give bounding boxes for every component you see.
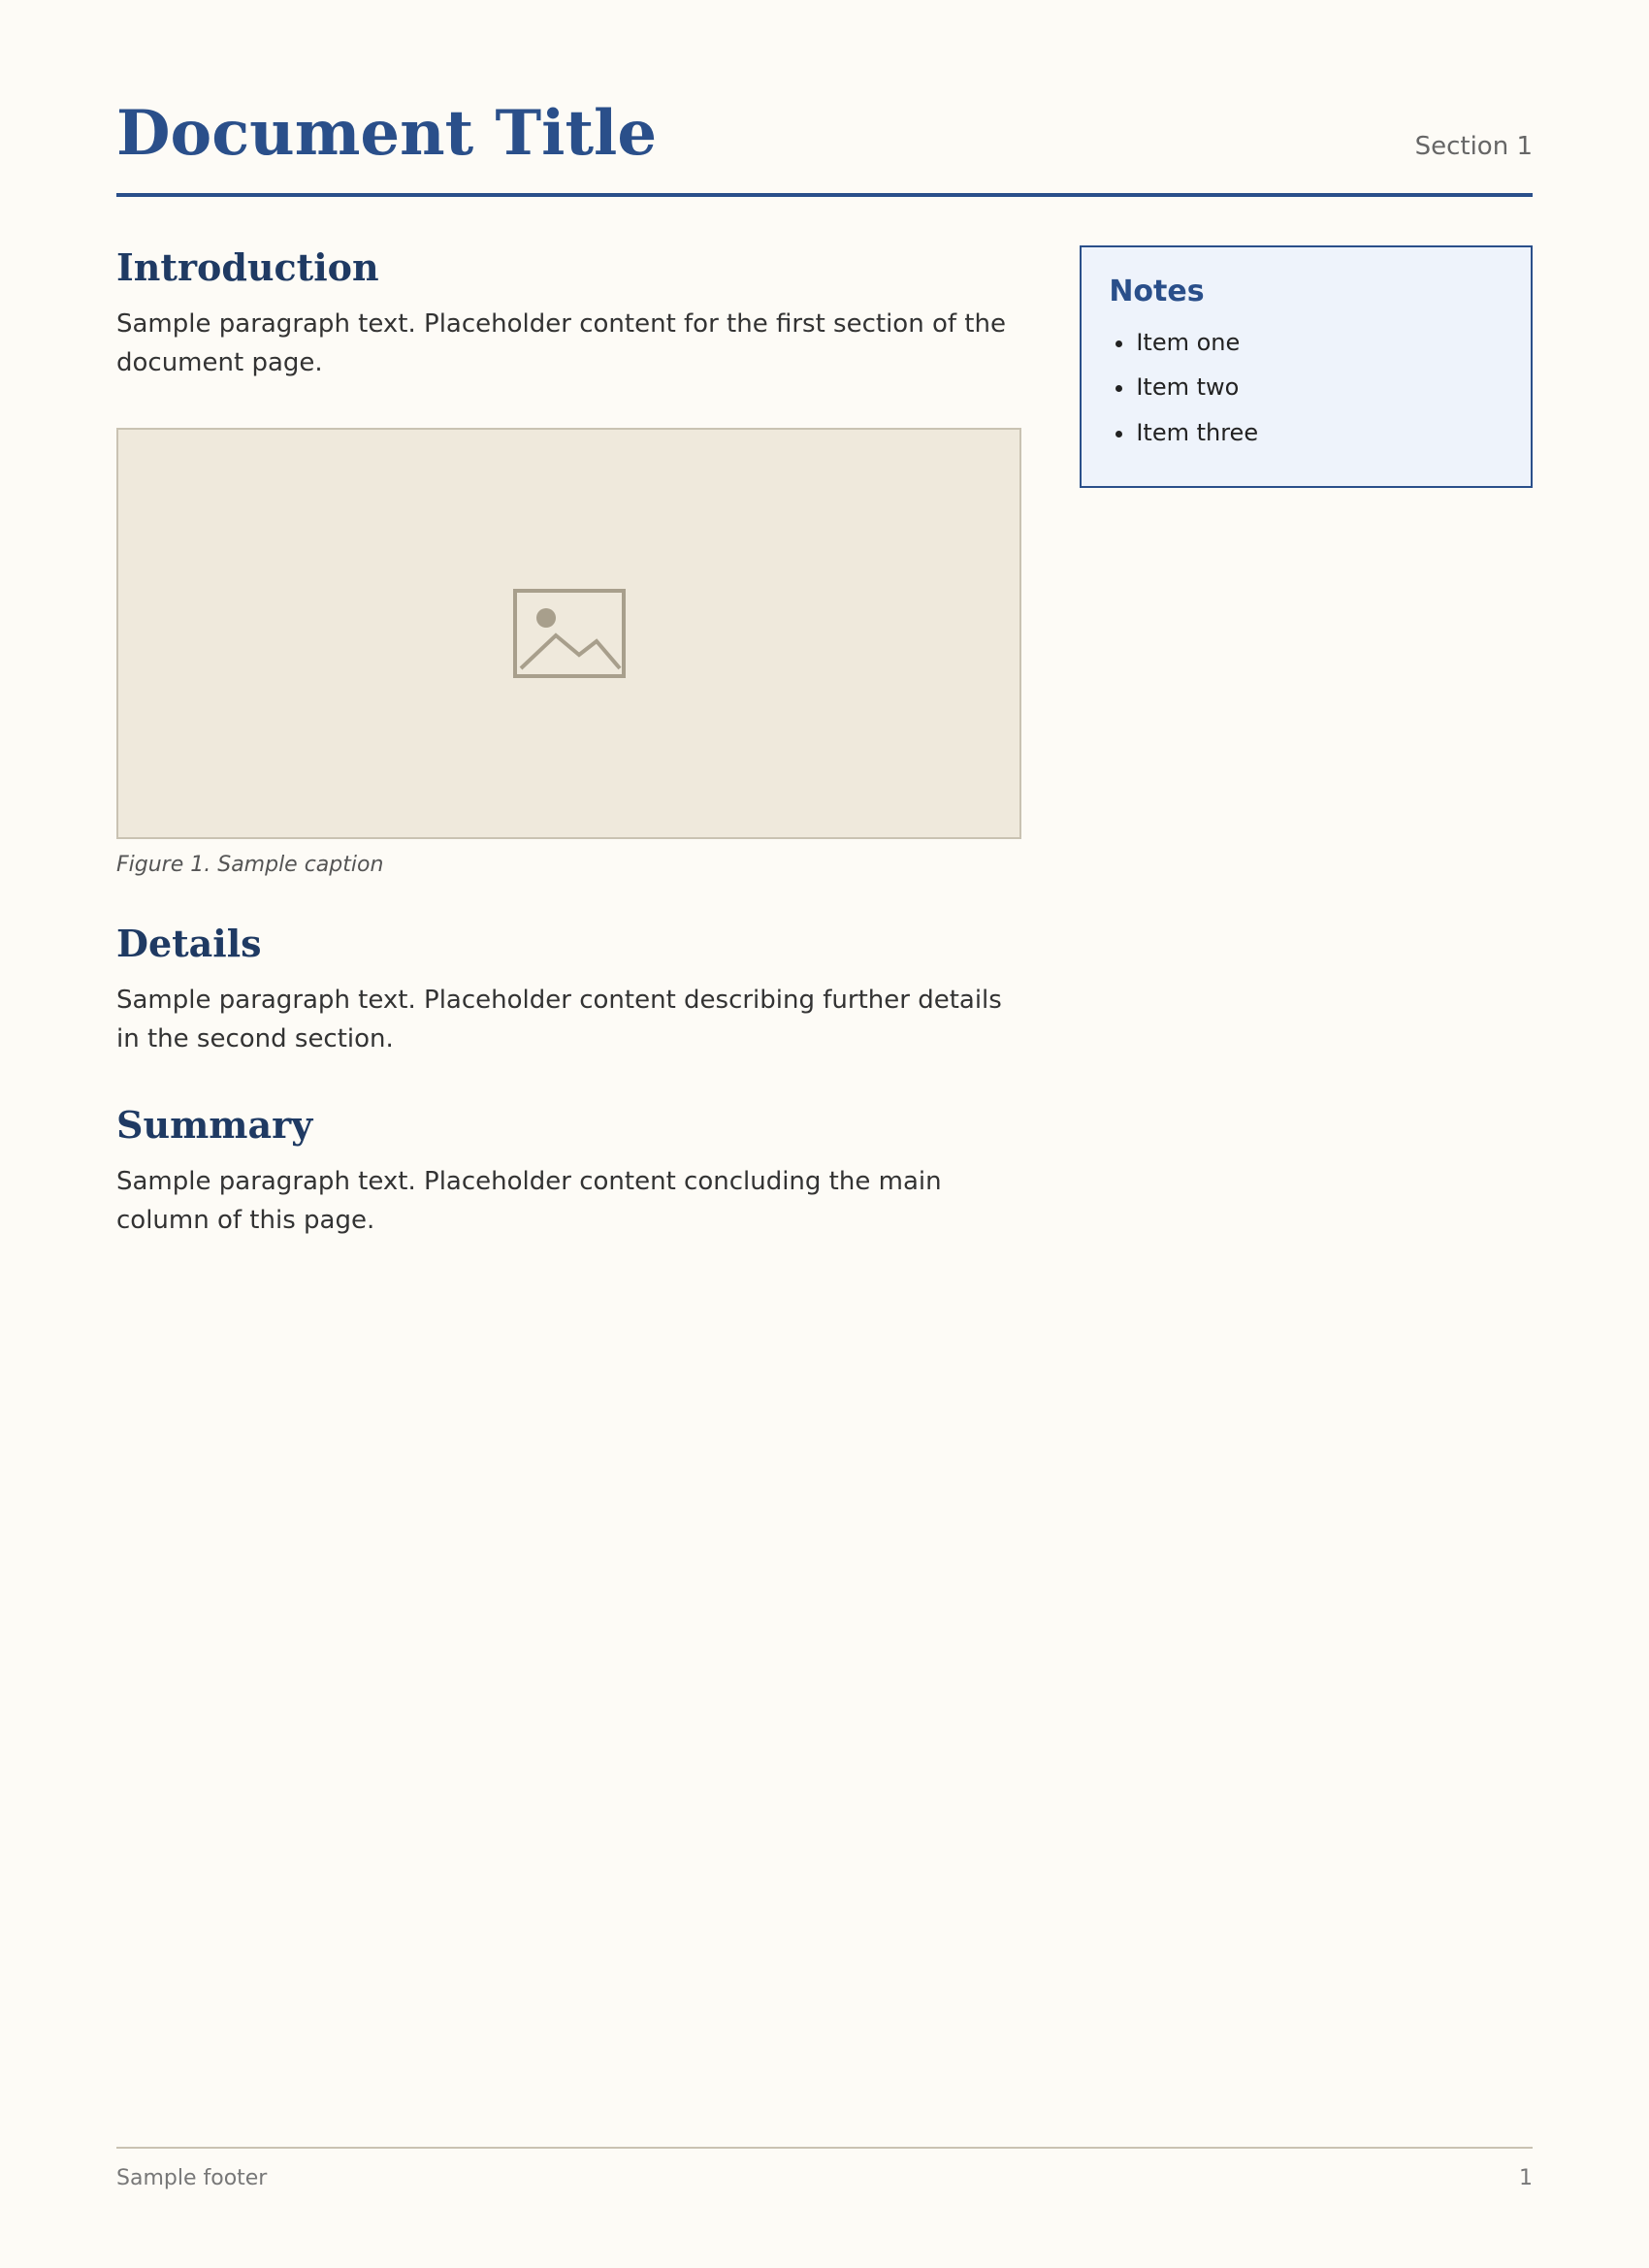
page-footer [116, 2147, 1533, 2190]
content-columns [116, 245, 1533, 1285]
section-details [116, 922, 1021, 1059]
section-body: Sample paragraph text. Placeholder content for the first section of the document page. [116, 309, 1006, 378]
section-body: Sample paragraph text. Placeholder content concluding the main column of this page. [116, 1167, 942, 1236]
notes-list [1109, 324, 1504, 451]
figure-image [116, 428, 1021, 839]
page-title: Document Title [116, 97, 658, 170]
section-intro [116, 245, 1021, 383]
figure-caption: Figure 1. Sample caption [116, 852, 384, 877]
section-heading: Introduction [116, 245, 379, 289]
footer-text: Sample footer [116, 2166, 268, 2190]
main-column [116, 245, 1021, 1285]
section-heading: Summary [116, 1103, 313, 1148]
figure-block [116, 428, 1021, 877]
page-header [116, 97, 1533, 197]
list-item: • Item three [1136, 414, 1504, 451]
page-subtitle: Section 1 [1414, 132, 1533, 161]
list-item: • Item one [1136, 324, 1504, 361]
section-body: Sample paragraph text. Placeholder content describing further details in the second section. [116, 985, 1002, 1053]
notes-box [1080, 245, 1533, 488]
notes-title: Notes [1109, 275, 1205, 308]
section-summary [116, 1103, 1021, 1241]
page-number: 1 [1519, 2166, 1533, 2190]
image-placeholder-icon [511, 587, 628, 680]
side-column [1080, 245, 1533, 1285]
section-heading: Details [116, 921, 262, 965]
list-item: • Item two [1136, 369, 1504, 405]
